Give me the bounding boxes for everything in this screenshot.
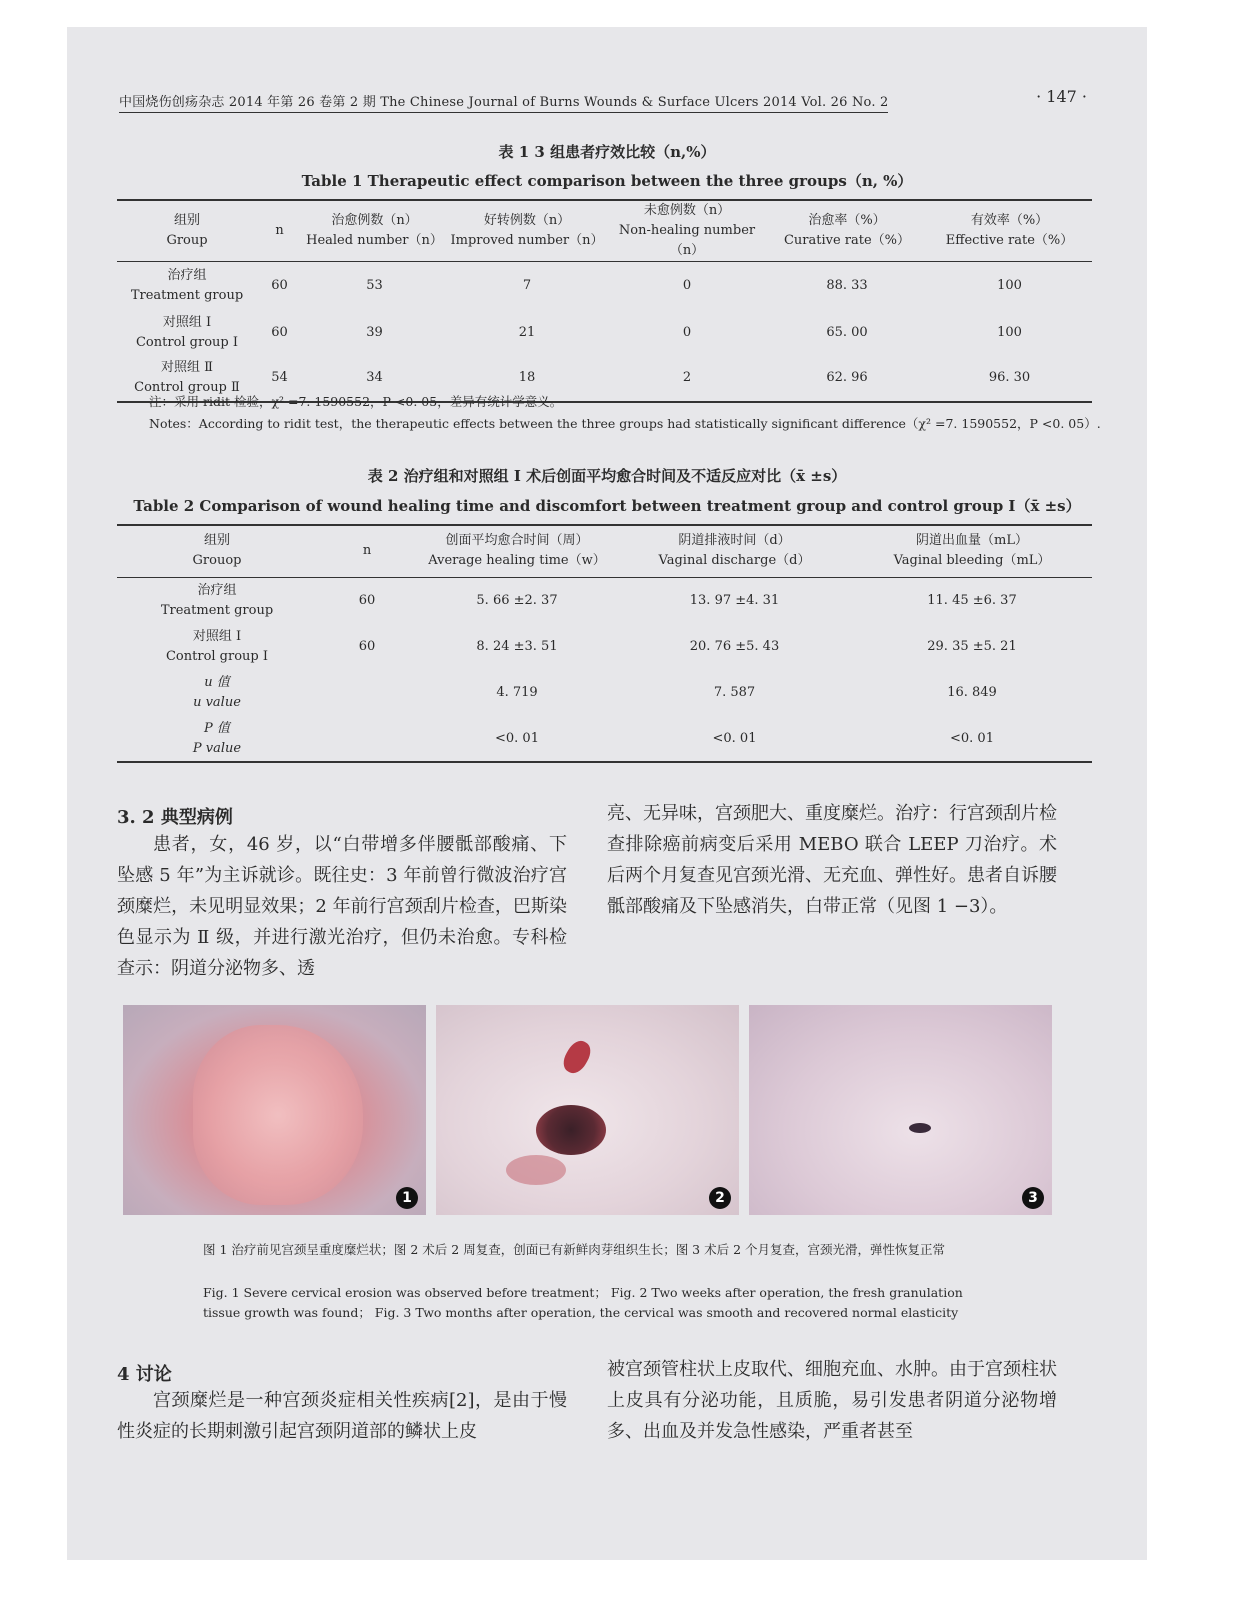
table-row: 对照组 Ⅱ Control group Ⅱ 54 34 18 2 62. 96 96. 30: [117, 356, 1092, 402]
running-header: 中国烧伤创疡杂志 2014 年第 26 卷第 2 期 The Chinese Journal of Burns Wounds & Surface Ulcers 2014 Vol. 26 No. 2: [119, 91, 888, 113]
table-row: 对照组 Ⅰ Control group Ⅰ 60 39 21 0 65. 00 100: [135, 314, 1022, 350]
section-4-title: 4 讨论: [117, 1364, 172, 1385]
figure-caption-en: Fig. 1 Severe cervical erosion was observed before treatment； Fig. 2 Two weeks after operation, the fresh granulation tissue growth was found； Fig. 3 Two months after operation, the cervical was smooth and recovered normal elasticity: [203, 1285, 963, 1320]
table-row: 治疗组 Treatment group 60 5. 66 ±2. 37 13. 97 ±4. 31 11. 45 ±6. 37: [160, 582, 1017, 618]
page-number: · 147 ·: [1036, 87, 1087, 106]
table2-header-cell: 组别 Grouop: [192, 533, 242, 569]
section-4-right-text: 被宫颈管柱状上皮取代、细胞充血、水肿。由于宫颈柱状上皮具有分泌功能，且质脆，易引发患者阴道分泌物增多、出血及并发急性感染，严重者甚至: [607, 1359, 1057, 1442]
table2-caption-en: Table 2 Comparison of wound healing time and discomfort between treatment group and control group Ⅰ（x̄ ±s）: [133, 497, 1081, 515]
table1-header-cell: 治愈例数（n） Healed number（n）: [306, 213, 443, 248]
figure-number-2: 2: [709, 1187, 731, 1209]
table1-header-cell: 治愈率（%） Curative rate（%）: [783, 213, 911, 248]
table1-header-cell: n: [275, 223, 284, 238]
table-row: 对照组 Ⅰ Control group Ⅰ 60 8. 24 ±3. 51 20. 76 ±5. 43 29. 35 ±5. 21: [165, 629, 1017, 664]
figure-caption-cn: 图 1 治疗前见宫颈呈重度糜烂状；图 2 术后 2 周复查，创面已有新鲜肉芽组织生长；图 3 术后 2 个月复查，宫颈光滑，弹性恢复正常: [203, 1242, 946, 1257]
section-3-2-title: 3. 2 典型病例: [117, 807, 233, 828]
table1: [117, 199, 1092, 403]
table2-header-cell: 阴道出血量（mL） Vaginal bleeding（mL）: [893, 533, 1051, 569]
section-3-2-right-text: 亮、无异味，宫颈肥大、重度糜烂。治疗：行宫颈刮片检查排除癌前病变后采用 MEBO 联合 LEEP 刀治疗。术后两个月复查见宫颈光滑、无充血、弹性好。患者自诉腰骶部酸痛及下坠感消失，白带正常（见图 1 −3）。: [607, 803, 1057, 917]
table2-header-row: [117, 525, 1092, 577]
table-row: P 值 P value <0. 01 <0. 01 <0. 01: [117, 716, 1092, 762]
section-3-2-left-text: 患者，女，46 岁，以“白带增多伴腰骶部酸痛、下坠感 5 年”为主诉就诊。既往史：3 年前曾行微波治疗宫颈糜烂，未见明显效果；2 年前行宫颈刮片检查，巴斯染色显示为 Ⅱ 级，并进行激光治疗，但仍未治愈。专科检查示：阴道分泌物多、透: [117, 834, 567, 979]
figure-3-photo: [749, 1005, 1052, 1215]
figure-1-photo: [123, 1005, 426, 1215]
section-4-left-text: 宫颈糜烂是一种宫颈炎症相关性疾病[2]，是由于慢性炎症的长期刺激引起宫颈阴道部的鳞状上皮: [117, 1390, 567, 1442]
table1-caption-cn: 表 1 3 组患者疗效比较（n,%）: [498, 143, 716, 161]
table2-header-cell: n: [362, 543, 372, 559]
table1-header-cell: 未愈例数（n） Non-healing number（n）: [618, 203, 756, 258]
table1-header-cell: 组别 Group: [166, 213, 208, 248]
figure-number-1: 1: [396, 1187, 418, 1209]
table1-header-row: [117, 200, 1092, 262]
table1-header-cell: 好转例数（n） Improved number（n）: [450, 213, 604, 248]
table1-note-cn: 注：采用 ridit 检验，χ² =7. 1590552，P <0. 05，差异有统计学意义。: [149, 394, 563, 409]
figure-number-3: 3: [1022, 1187, 1044, 1209]
table2-caption-cn: 表 2 治疗组和对照组 Ⅰ 术后创面平均愈合时间及不适反应对比（x̄ ±s）: [367, 467, 847, 485]
table1-header-cell: 有效率（%） Effective rate（%）: [945, 213, 1074, 248]
table2-header-cell: 创面平均愈合时间（周） Average healing time（w）: [428, 533, 606, 569]
figure-2-photo: [436, 1005, 739, 1215]
table2: [117, 524, 1092, 763]
table1-note-en: Notes：According to ridit test，the therapeutic effects between the three groups had statistically significant difference（χ² =7. 1590552，P <0. 05）.: [149, 416, 1101, 431]
table2-header-cell: 阴道排液时间（d） Vaginal discharge（d）: [658, 533, 811, 569]
table-row: 治疗组 Treatment group 60 53 7 0 88. 33 100: [130, 267, 1022, 303]
journal-page: [67, 27, 1147, 1560]
table-row: u 值 u value 4. 719 7. 587 16. 849: [193, 675, 997, 710]
table1-caption-en: Table 1 Therapeutic effect comparison between the three groups（n, %）: [301, 172, 913, 190]
